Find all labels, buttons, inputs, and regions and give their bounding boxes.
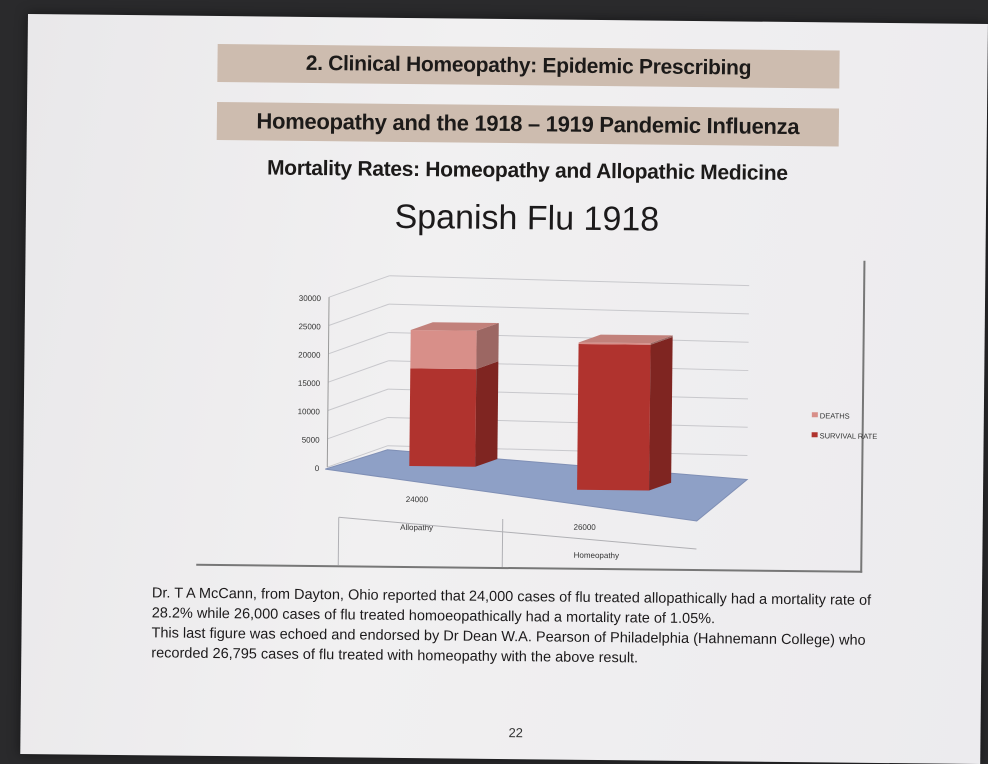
bar-chart (196, 254, 878, 571)
bar-side (649, 337, 673, 491)
gridline (389, 304, 749, 314)
y-tick-label: 30000 (298, 293, 322, 304)
gridline-side (328, 360, 388, 383)
body-text (151, 583, 882, 671)
category-label: Homeopathy (573, 550, 620, 561)
category-value-label: 24000 (405, 494, 429, 505)
legend-entry: SURVIVAL RATE (819, 431, 878, 441)
gridline (389, 276, 749, 286)
heading-1: 2. Clinical Homeopathy: Epidemic Prescribing (305, 51, 752, 80)
heading-banner-pandemic-influenza (217, 102, 839, 147)
legend-entry: DEATHS (819, 411, 850, 421)
y-tick-label: 5000 (301, 435, 320, 445)
heading-banner-epidemic-prescribing (217, 44, 839, 89)
category-label: Allopathy (400, 522, 434, 533)
chart-title: Spanish Flu 1918 (394, 197, 660, 239)
bar-allopathy-survival-rate (409, 368, 476, 466)
paragraph-mccann: Dr. T A McCann, from Dayton, Ohio reported that 24,000 cases of flu treated allopathically had a mortality rate of 28.2% while 26,000 cases of flu treated homoeopathically had a mortality rate of 1.05%. (151, 585, 872, 628)
gridline-side (328, 388, 388, 411)
y-tick-label: 10000 (297, 407, 320, 417)
y-tick-label: 0 (314, 464, 320, 474)
gridline-side (328, 417, 388, 440)
category-separator (338, 517, 339, 565)
bar-allopathy-deaths (410, 330, 476, 369)
slide (20, 14, 988, 764)
category-value-label: 26000 (573, 522, 596, 532)
x-axis (338, 517, 696, 549)
gridline-side (328, 332, 388, 355)
bar-homeopathy-survival-rate (577, 344, 651, 491)
y-tick-label: 25000 (298, 322, 321, 332)
legend-swatch (812, 412, 818, 417)
y-tick-label: 20000 (298, 350, 321, 360)
mortality-subtitle: Mortality Rates: Homeopathy and Allopathic Medicine (266, 156, 788, 185)
page-number: 22 (508, 725, 524, 741)
gridline-side (329, 275, 389, 298)
chart-floor (325, 449, 748, 521)
chart-frame (196, 254, 878, 573)
y-tick-label: 15000 (297, 378, 321, 389)
gridline-side (329, 304, 389, 327)
paragraph-pearson: This last figure was echoed and endorsed by Dr Dean W.A. Pearson of Philadelphia (Hahnemann College) who recorded 26,795 cases of flu treated with homeopathy with the above result. (151, 625, 866, 667)
heading-2: Homeopathy and the 1918 – 1919 Pandemic Influenza (256, 108, 800, 140)
legend-swatch (812, 432, 818, 437)
category-separator (502, 519, 503, 567)
bar-side (475, 361, 498, 467)
bar-side (476, 323, 498, 370)
